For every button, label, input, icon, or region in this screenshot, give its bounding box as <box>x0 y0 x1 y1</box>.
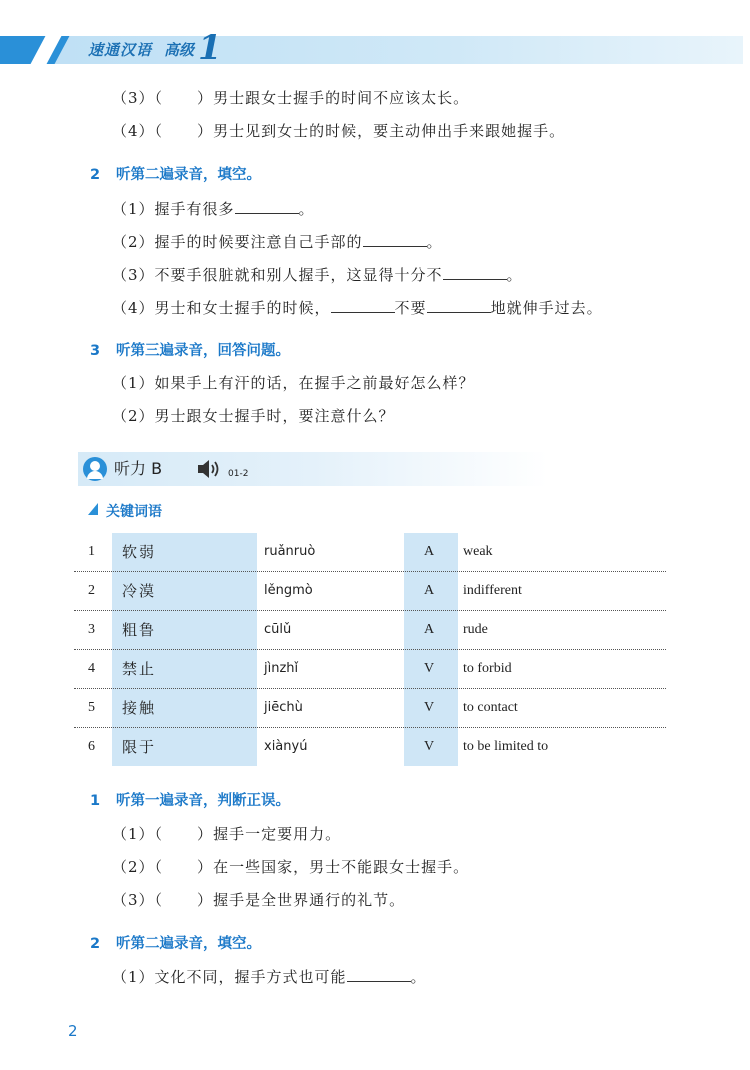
book-level: 高级 <box>164 41 195 59</box>
fill-item: （2）握手的时候要注意自己手部的 。 <box>112 230 443 253</box>
listening-b-title: 听力 B <box>114 459 163 478</box>
book-volume-number: 1 <box>198 28 222 68</box>
vocab-row: 1 软弱 ruǎnruò A weak <box>74 533 666 572</box>
judge-item: （4）（ ）男士见到女士的时候，要主动伸出手来跟她握手。 <box>112 122 566 140</box>
fill-item: （1）文化不同，握手方式也可能 。 <box>112 965 427 988</box>
vocab-row: 2 冷漠 lěngmò A indifferent <box>74 572 666 611</box>
judge-item: （3）（ ）握手是全世界通行的礼节。 <box>112 891 406 909</box>
book-title: 速通汉语 <box>88 41 153 59</box>
page-number: 2 <box>68 1022 78 1040</box>
question-item: （2）男士跟女士握手时，要注意什么？ <box>112 407 395 425</box>
section-title: 3 听第三遍录音，回答问题。 <box>90 343 290 359</box>
keywords-title: 关键词语 <box>106 504 162 520</box>
judge-item: （1）（ ）握手一定要用力。 <box>112 825 342 843</box>
listening-b-heading <box>78 452 548 486</box>
triangle-icon <box>88 503 98 515</box>
section-title: 2 听第二遍录音，填空。 <box>90 167 261 183</box>
section-title: 2 听第二遍录音，填空。 <box>90 936 261 952</box>
fill-item: （3）不要手很脏就和别人握手，这显得十分不 。 <box>112 263 523 286</box>
vocab-row: 6 限于 xiànyú V to be limited to <box>88 738 549 756</box>
person-icon <box>83 457 107 481</box>
section-title: 1 听第一遍录音，判断正误。 <box>90 793 290 809</box>
judge-item: （2）（ ）在一些国家，男士不能跟女士握手。 <box>112 858 470 876</box>
vocab-row: 4 禁止 jìnzhǐ V to forbid <box>74 650 666 689</box>
fill-item: （1）握手有很多 。 <box>112 197 315 220</box>
question-item: （1）如果手上有汗的话，在握手之前最好怎么样？ <box>112 374 475 392</box>
speaker-icon[interactable] <box>196 458 220 480</box>
vocab-row: 3 粗鲁 cūlǔ A rude <box>74 611 666 650</box>
vocab-row: 5 接触 jiēchù V to contact <box>74 689 666 728</box>
fill-item: （4）男士和女士握手的时候， 不要 地就伸手过去。 <box>112 296 603 319</box>
header-band <box>0 28 743 68</box>
judge-item: （3）（ ）男士跟女士握手的时间不应该太长。 <box>112 89 470 107</box>
track-number: 01-2 <box>228 469 249 479</box>
